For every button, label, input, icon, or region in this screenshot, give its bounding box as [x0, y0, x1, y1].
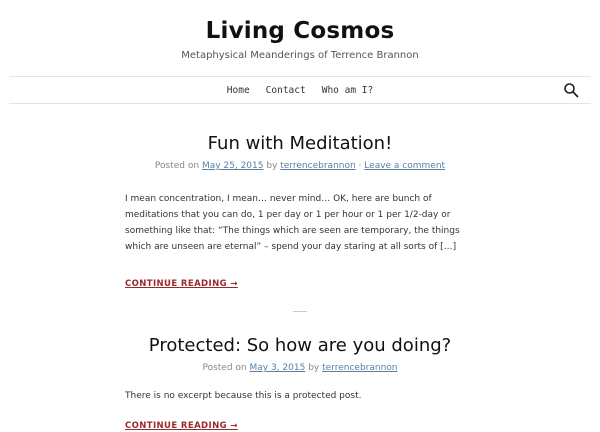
- post-excerpt: I mean concentration, I mean… never mind… OK, here are bunch of meditations that you can do, 1 per day or 1 per hour or 1 per 1/2-day or something like that: “The things which are seen are temporary, the things which are unseen are eternal” – spend your day staring at all sorts of […]: [125, 194, 460, 252]
- site-title[interactable]: Living Cosmos: [205, 18, 395, 44]
- site-header: [0, 0, 600, 76]
- post-author-link[interactable]: terrencebrannon: [322, 363, 398, 373]
- post-fun-with-meditation: [125, 132, 475, 290]
- post-protected-so-how-are-you-doing: [125, 334, 475, 432]
- post-meta: [125, 160, 475, 172]
- main-content: [125, 132, 475, 432]
- main-navigation: [9, 76, 591, 104]
- nav-item-home[interactable]: Home: [226, 84, 250, 96]
- post-title[interactable]: Fun with Meditation!: [207, 133, 393, 154]
- post-title[interactable]: Protected: So how are you doing?: [148, 335, 452, 356]
- site-description: Metaphysical Meanderings of Terrence Brannon: [181, 50, 419, 61]
- meta-separator: ·: [358, 161, 362, 171]
- meta-by: by: [308, 363, 320, 373]
- meta-posted-on: Posted on: [202, 363, 247, 373]
- leave-comment-link[interactable]: Leave a comment: [364, 161, 446, 171]
- post-date-link[interactable]: May 3, 2015: [249, 363, 306, 373]
- post-author-link[interactable]: terrencebrannon: [280, 161, 356, 171]
- post-excerpt: There is no excerpt because this is a protected post.: [125, 391, 362, 401]
- post-meta: [125, 362, 475, 374]
- continue-reading-link[interactable]: CONTINUE READING →: [125, 421, 238, 431]
- nav-item-contact[interactable]: Contact: [265, 84, 306, 96]
- search-icon[interactable]: [563, 82, 579, 98]
- continue-reading-link[interactable]: CONTINUE READING →: [125, 279, 238, 289]
- post-date-link[interactable]: May 25, 2015: [201, 161, 264, 171]
- post-divider: [293, 311, 307, 312]
- meta-by: by: [266, 161, 278, 171]
- nav-item-who-am-i[interactable]: Who am I?: [321, 84, 374, 96]
- meta-posted-on: Posted on: [154, 161, 200, 171]
- nav-menu: [227, 85, 373, 96]
